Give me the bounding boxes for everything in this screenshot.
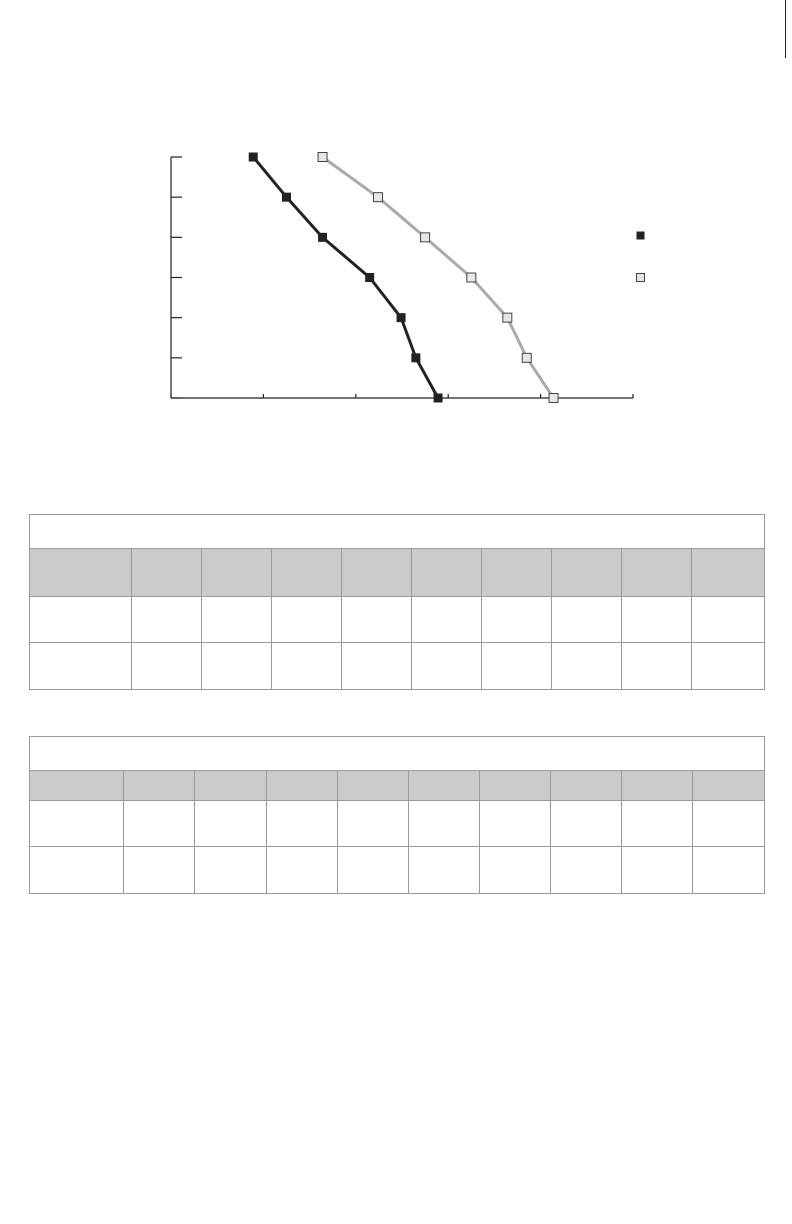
series-1-point [282, 193, 291, 202]
series-1-point [365, 273, 374, 282]
table-cell [480, 801, 551, 847]
table-header-cell [622, 549, 692, 597]
series-2-point [549, 394, 558, 403]
table-cell [272, 597, 342, 643]
table-cell [482, 597, 552, 643]
table-header-cell [551, 771, 622, 801]
table-header-cell [338, 771, 409, 801]
table-cell [622, 801, 693, 847]
table-cell [412, 643, 482, 690]
legend-marker-series-2 [637, 274, 645, 282]
table-cell [409, 847, 480, 894]
table-header-cell [480, 771, 551, 801]
table-cell [30, 847, 124, 894]
table-row [30, 643, 765, 690]
series-2-point [503, 313, 512, 322]
table-cell [482, 643, 552, 690]
series-1-point [411, 353, 420, 362]
chart-legend [637, 232, 645, 282]
table-header-cell [409, 771, 480, 801]
table-cell [202, 643, 272, 690]
table-cell [551, 801, 622, 847]
table-header-cell [692, 549, 765, 597]
table-row [30, 847, 765, 894]
series-1-point [397, 313, 406, 322]
table-header-cell [552, 549, 622, 597]
table-cell [693, 847, 765, 894]
data-table-1 [29, 514, 765, 690]
table-cell [409, 801, 480, 847]
table-header-cell [202, 549, 272, 597]
table-cell [338, 801, 409, 847]
table-header-cell [482, 549, 552, 597]
table-cell [30, 643, 132, 690]
table-cell [342, 597, 412, 643]
series-2-point [467, 273, 476, 282]
series-2-point [421, 233, 430, 242]
table-cell [195, 801, 267, 847]
table-cell [338, 847, 409, 894]
chart-series [249, 153, 558, 403]
table-cell [693, 801, 765, 847]
table-cell [622, 597, 692, 643]
data-table-2 [29, 736, 765, 894]
table-header-cell [622, 771, 693, 801]
legend-marker-series-1 [637, 232, 645, 240]
table-cell [692, 597, 765, 643]
table-cell [195, 847, 267, 894]
series-2-line [323, 157, 554, 398]
table-body [30, 597, 765, 690]
table-cell [124, 801, 195, 847]
table-cell [272, 643, 342, 690]
table-header-cell [267, 771, 338, 801]
series-2-point [373, 193, 382, 202]
series-1-point [434, 394, 443, 403]
series-2-point [318, 153, 327, 162]
table-header-cell [30, 771, 124, 801]
table-cell [132, 597, 202, 643]
table-header-cell [132, 549, 202, 597]
table-header-cell [693, 771, 765, 801]
table-cell [132, 643, 202, 690]
table-cell [30, 801, 124, 847]
table-header-cell [124, 771, 195, 801]
table-cell [124, 847, 195, 894]
series-2-point [522, 353, 531, 362]
series-1-line [253, 157, 438, 398]
table-cell [480, 847, 551, 894]
table-cell [202, 597, 272, 643]
table-caption [30, 515, 765, 549]
table-cell [412, 597, 482, 643]
table-header-cell [30, 549, 132, 597]
table-cell [342, 643, 412, 690]
table-row [30, 597, 765, 643]
table-cell [622, 643, 692, 690]
table-cell [30, 597, 132, 643]
table-cell [551, 847, 622, 894]
table-cell [692, 643, 765, 690]
table-header-cell [412, 549, 482, 597]
table-cell [267, 847, 338, 894]
series-1-point [249, 153, 258, 162]
table-cell [622, 847, 693, 894]
table-header-cell [195, 771, 267, 801]
table-body [30, 801, 765, 894]
table-header-cell [272, 549, 342, 597]
table-cell [267, 801, 338, 847]
table-caption [30, 737, 765, 771]
chart-axes [171, 157, 633, 398]
line-chart [0, 0, 792, 480]
table-header-cell [342, 549, 412, 597]
table-cell [552, 643, 622, 690]
table-row [30, 801, 765, 847]
table-cell [552, 597, 622, 643]
series-1-point [318, 233, 327, 242]
